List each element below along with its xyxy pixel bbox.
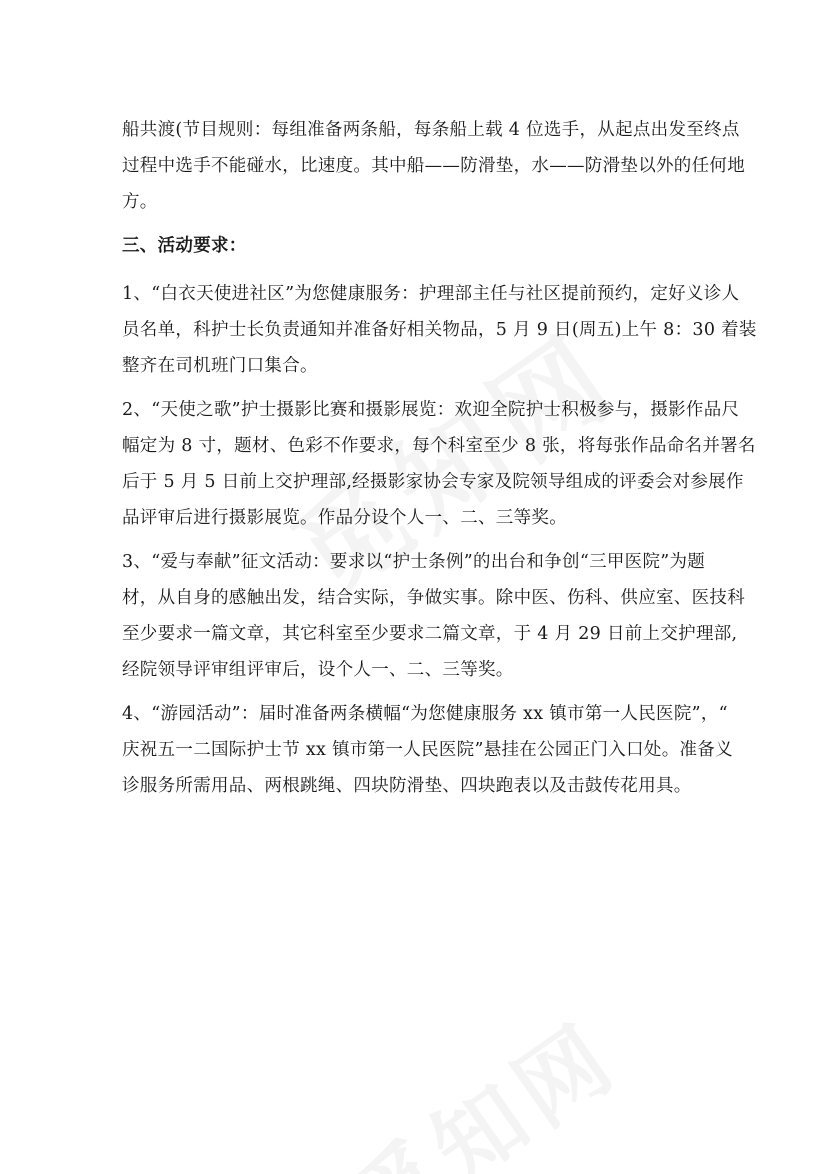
requirement-item-2 bbox=[122, 392, 756, 536]
text-line: 船共渡(节目规则：每组准备两条船，每条船上载 4 位选手，从起点出发至终点 bbox=[122, 120, 740, 140]
text-line: 幅定为 8 寸，题材、色彩不作要求，每个科室至少 8 张，将每张作品命名并署名 bbox=[122, 436, 756, 456]
intro-paragraph bbox=[122, 112, 745, 220]
text-line: 过程中选手不能碰水，比速度。其中船——防滑垫，水——防滑垫以外的任何地 bbox=[122, 156, 745, 176]
text-line: 1、“白衣天使进社区”为您健康服务：护理部主任与社区提前预约，定好义诊人 bbox=[122, 284, 740, 304]
text-line: 材，从自身的感触出发，结合实际，争做实事。除中医、伤科、供应室、医技科 bbox=[122, 588, 745, 608]
document-body bbox=[122, 112, 757, 812]
text-line: 方。 bbox=[122, 192, 158, 212]
text-line: 品评审后进行摄影展览。作品分设个人一、二、三等奖。 bbox=[122, 508, 567, 528]
section-heading: 三、活动要求： bbox=[122, 236, 247, 256]
text-line: 经院领导评审组评审后，设个人一、二、三等奖。 bbox=[122, 660, 514, 680]
text-line: 2、“天使之歌”护士摄影比赛和摄影展览：欢迎全院护士积极参与，摄影作品尺 bbox=[122, 400, 740, 420]
requirement-item-4 bbox=[122, 696, 733, 804]
text-line: 后于 5 月 5 日前上交护理部,经摄影家协会专家及院领导组成的评委会对参展作 bbox=[122, 472, 744, 492]
text-line: 至少要求一篇文章，其它科室至少要求二篇文章，于 4 月 29 日前上交护理部, bbox=[122, 624, 738, 644]
requirement-item-3 bbox=[122, 544, 745, 688]
requirement-item-1 bbox=[122, 276, 757, 384]
text-line: 诊服务所需用品、两根跳绳、四块防滑垫、四块跑表以及击鼓传花用具。 bbox=[122, 776, 692, 796]
text-line: 员名单，科护士长负责通知并准备好相关物品，5 月 9 日(周五)上午 8：30 着装 bbox=[122, 320, 757, 340]
text-line: 整齐在司机班门口集合。 bbox=[122, 356, 318, 376]
watermark-logo bbox=[320, 986, 640, 1174]
text-line: 庆祝五一二国际护士节 xx 镇市第一人民医院”悬挂在公园正门入口处。准备义 bbox=[122, 740, 733, 760]
text-line: 4、“游园活动”：届时准备两条横幅“为您健康服务 xx 镇市第一人民医院”，“ bbox=[122, 704, 728, 724]
text-line: 3、“爱与奉献”征文活动：要求以“护士条例”的出台和争创“三甲医院”为题 bbox=[122, 552, 706, 572]
